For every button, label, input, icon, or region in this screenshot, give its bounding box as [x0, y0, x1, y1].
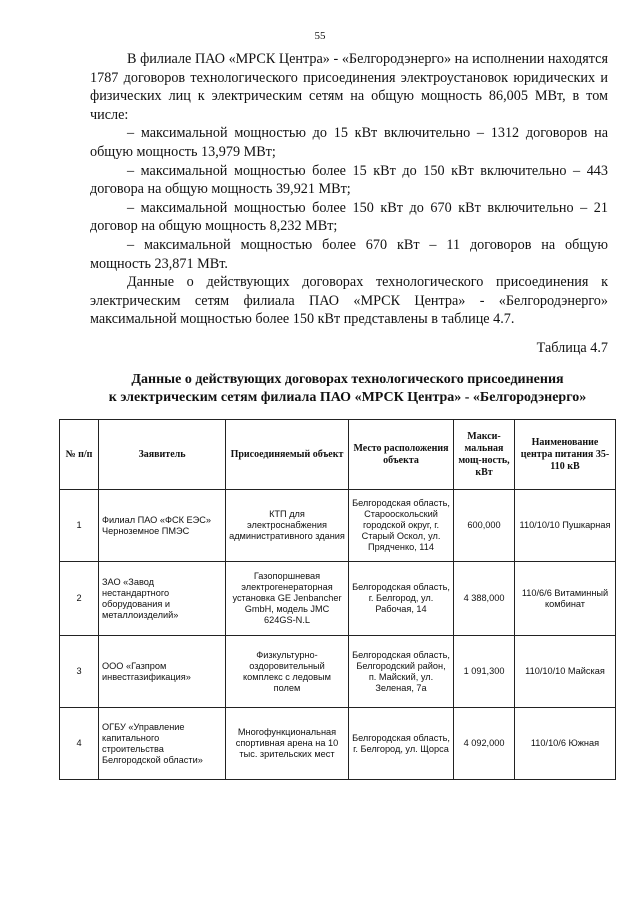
- cell-power: 4 092,000: [454, 708, 515, 780]
- table-title-line-1: Данные о действующих договорах технологического присоединения: [131, 372, 564, 387]
- header-location: Место расположения объекта: [349, 420, 454, 490]
- intro-paragraph: В филиале ПАО «МРСК Центра» - «Белгородэнерго» на исполнении находятся 1787 договоров технологического присоединения электроустановок юридических и физических лиц к электрическим сетям на общую мощность 86,005 МВт, в том числе:: [90, 51, 608, 123]
- contracts-table: [59, 419, 616, 780]
- bullet-item-1: – максимальной мощностью до 15 кВт включительно – 1312 договоров на общую мощность 13,979 МВт;: [90, 125, 608, 160]
- cell-no: 3: [60, 636, 99, 708]
- cell-applicant: ООО «Газпром инвестгазификация»: [99, 636, 226, 708]
- table-caption: Таблица 4.7: [536, 340, 608, 356]
- cell-location: Белгородская область, г. Белгород, ул. Рабочая, 14: [349, 562, 454, 636]
- cell-power: 4 388,000: [454, 562, 515, 636]
- cell-center: 110/10/10 Пушкарная: [515, 490, 616, 562]
- bullet-item-3: – максимальной мощностью более 150 кВт до 670 кВт включительно – 21 договор на общую мощность 8,232 МВт;: [90, 199, 608, 235]
- cell-object: Многофункциональная спортивная арена на 10 тыс. зрительских мест: [226, 708, 349, 780]
- cell-object: Физкультурно-оздоровительный комплекс с ледовым полем: [226, 636, 349, 708]
- cell-center: 110/10/6 Южная: [515, 708, 616, 780]
- body-text: [90, 50, 608, 329]
- table-row: [60, 490, 616, 562]
- cell-power: 600,000: [454, 490, 515, 562]
- cell-location: Белгородская область, Старооскольский городской округ, г. Старый Оскол, ул. Прядченко, 114: [349, 490, 454, 562]
- table-row: [60, 562, 616, 636]
- table-title-line-2: к электрическим сетям филиала ПАО «МРСК Центра» - «Белгородэнерго»: [108, 390, 587, 405]
- cell-no: 4: [60, 708, 99, 780]
- table-header-row: [60, 420, 616, 490]
- cell-object: Газопоршневая электрогенераторная установка GE Jenbancher GmbH, модель JMC 624GS-N.L: [226, 562, 349, 636]
- header-center: Наименование центра питания 35-110 кВ: [515, 420, 616, 490]
- cell-center: 110/6/6 Витаминный комбинат: [515, 562, 616, 636]
- header-power: Макси-мальная мощ-ность, кВт: [454, 420, 515, 490]
- page-number: 55: [314, 30, 326, 42]
- bullet-item-2: – максимальной мощностью более 15 кВт до 150 кВт включительно – 443 договора на общую мощность 39,921 МВт;: [90, 162, 608, 198]
- header-no: № п/п: [60, 420, 99, 490]
- table-title: [60, 371, 635, 407]
- table-row: [60, 708, 616, 780]
- cell-applicant: ОГБУ «Управление капитального строительства Белгородской области»: [99, 708, 226, 780]
- header-applicant: Заявитель: [99, 420, 226, 490]
- table-row: [60, 636, 616, 708]
- cell-location: Белгородская область, Белгородский район, п. Майский, ул. Зеленая, 7а: [349, 636, 454, 708]
- cell-applicant: Филиал ПАО «ФСК ЕЭС» Черноземное ПМЭС: [99, 490, 226, 562]
- cell-no: 1: [60, 490, 99, 562]
- cell-location: Белгородская область, г. Белгород, ул. Щорса: [349, 708, 454, 780]
- header-object: Присоединяемый объект: [226, 420, 349, 490]
- cell-object: КТП для электроснабжения административного здания: [226, 490, 349, 562]
- cell-applicant: ЗАО «Завод нестандартного оборудования и металлоизделий»: [99, 562, 226, 636]
- cell-power: 1 091,300: [454, 636, 515, 708]
- cell-no: 2: [60, 562, 99, 636]
- cell-center: 110/10/10 Майская: [515, 636, 616, 708]
- bullet-item-4: – максимальной мощностью более 670 кВт – 11 договоров на общую мощность 23,871 МВт.: [90, 236, 608, 272]
- closing-paragraph: Данные о действующих договорах технологического присоединения к электрическим сетям филиала ПАО «МРСК Центра» - «Белгородэнерго» максимальной мощностью более 150 кВт представлены в таблице 4.7.: [90, 274, 608, 328]
